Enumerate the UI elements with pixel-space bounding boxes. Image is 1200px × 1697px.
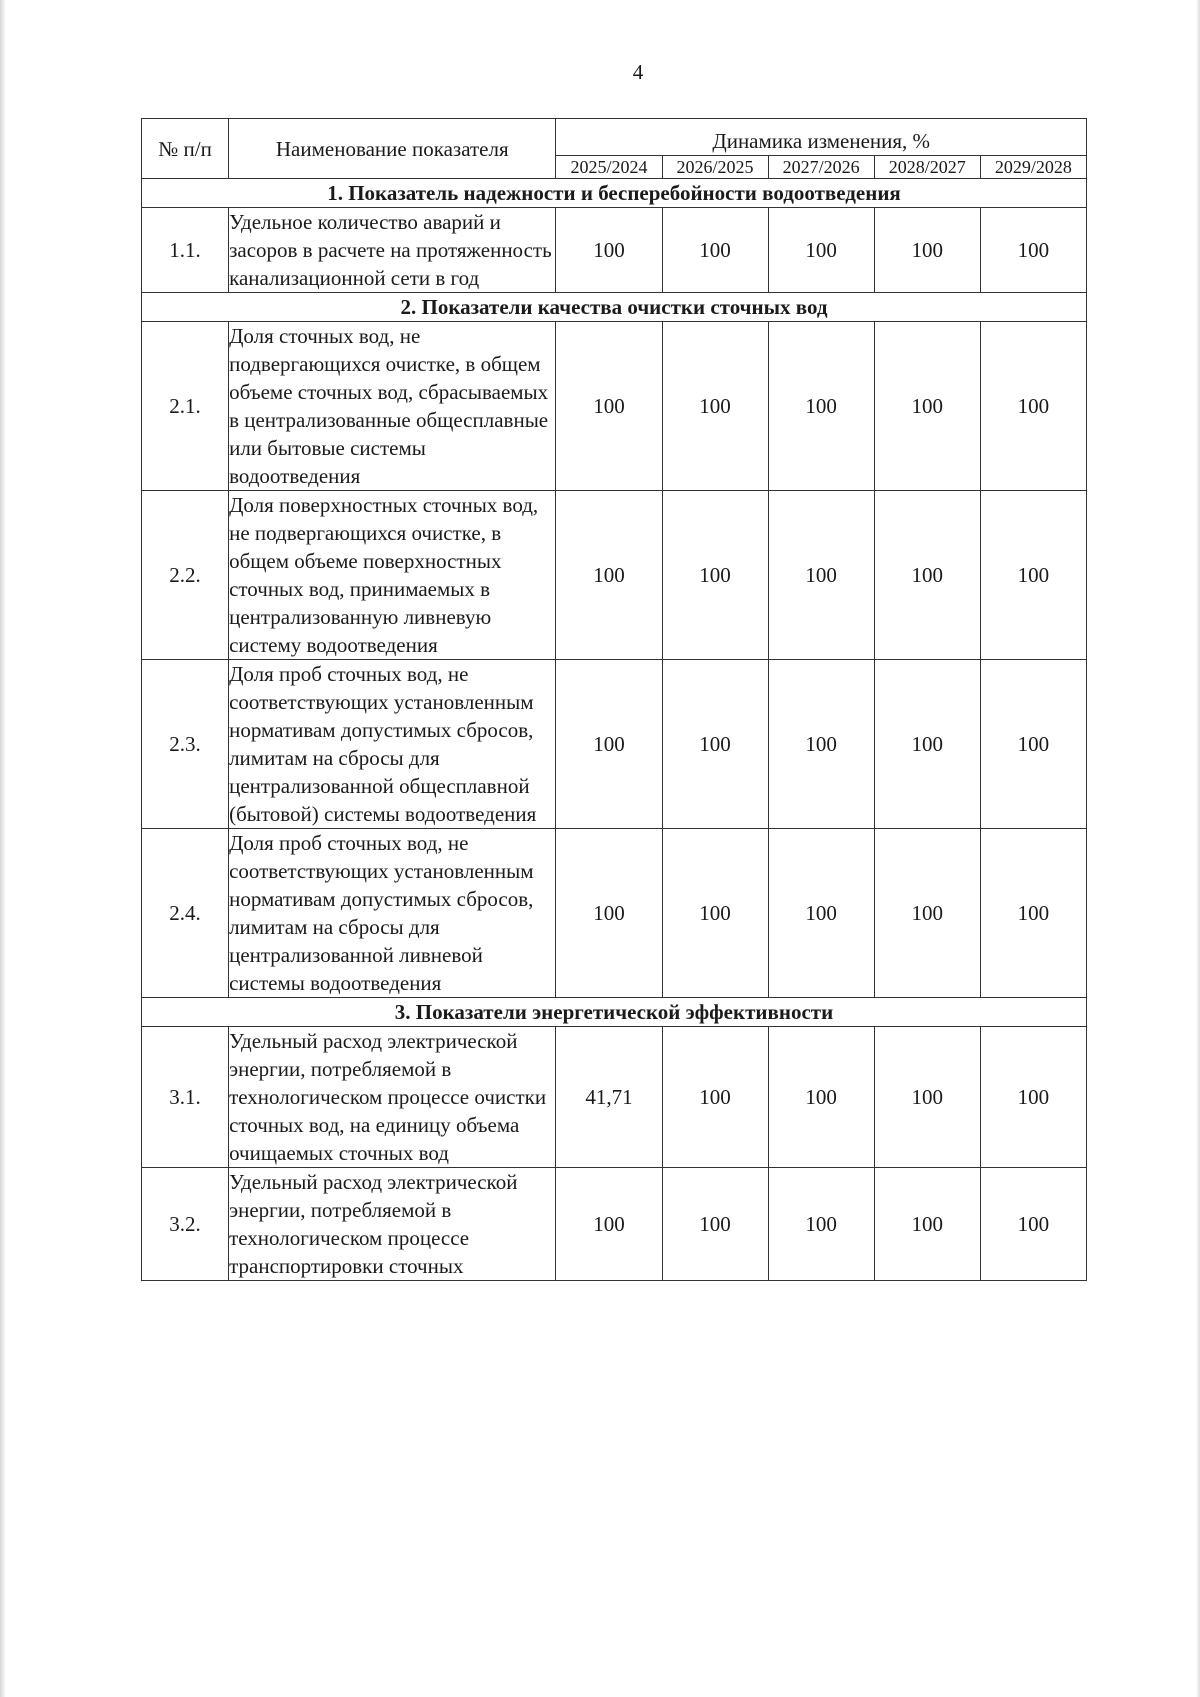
header-year: 2027/2026 <box>768 156 874 179</box>
value-cell: 100 <box>662 829 768 998</box>
value-cell: 100 <box>768 208 874 293</box>
value-cell: 100 <box>556 829 662 998</box>
value-cell: 100 <box>556 1168 662 1281</box>
value-cell: 100 <box>980 1027 1086 1168</box>
section-row <box>142 998 1087 1027</box>
section-row <box>142 293 1087 322</box>
header-year: 2029/2028 <box>980 156 1086 179</box>
value-cell: 100 <box>980 829 1086 998</box>
section-row <box>142 179 1087 208</box>
value-cell: 41,71 <box>556 1027 662 1168</box>
section-title: 2. Показатели качества очистки сточных вод <box>142 293 1087 322</box>
value-cell: 100 <box>768 1168 874 1281</box>
row-number: 3.1. <box>142 1027 229 1168</box>
indicator-name: Удельное количество аварий и засоров в расчете на протяженность канализационной сети в год <box>229 208 556 293</box>
header-year: 2028/2027 <box>874 156 980 179</box>
value-cell: 100 <box>662 208 768 293</box>
value-cell: 100 <box>874 660 980 829</box>
value-cell: 100 <box>662 322 768 491</box>
value-cell: 100 <box>662 491 768 660</box>
value-cell: 100 <box>768 1027 874 1168</box>
table-row <box>142 491 1087 660</box>
section-title: 1. Показатель надежности и бесперебойности водоотведения <box>142 179 1087 208</box>
indicators-table <box>141 118 1087 1281</box>
value-cell: 100 <box>874 1027 980 1168</box>
row-number: 2.3. <box>142 660 229 829</box>
value-cell: 100 <box>768 322 874 491</box>
header-dynamics: Динамика изменения, % <box>556 119 1087 156</box>
table-row <box>142 322 1087 491</box>
value-cell: 100 <box>768 660 874 829</box>
value-cell: 100 <box>874 1168 980 1281</box>
row-number: 2.4. <box>142 829 229 998</box>
indicator-name: Доля проб сточных вод, не соответствующих установленным нормативам допустимых сбросов, лимитам на сбросы для централизованной ливневой системы водоотведения <box>229 829 556 998</box>
indicator-name: Удельный расход электрической энергии, потребляемой в технологическом процессе очистки сточных вод, на единицу объема очищаемых сточных вод <box>229 1027 556 1168</box>
header-year: 2025/2024 <box>556 156 662 179</box>
table-row <box>142 660 1087 829</box>
value-cell: 100 <box>874 322 980 491</box>
header-year: 2026/2025 <box>662 156 768 179</box>
value-cell: 100 <box>556 208 662 293</box>
row-number: 1.1. <box>142 208 229 293</box>
scan-edge-right <box>1196 0 1200 1697</box>
value-cell: 100 <box>980 660 1086 829</box>
value-cell: 100 <box>980 491 1086 660</box>
value-cell: 100 <box>874 491 980 660</box>
row-number: 2.1. <box>142 322 229 491</box>
indicator-name: Доля поверхностных сточных вод, не подвергающихся очистке, в общем объеме поверхностных сточных вод, принимаемых в централизованную ливневую систему водоотведения <box>229 491 556 660</box>
value-cell: 100 <box>662 1027 768 1168</box>
header-num: № п/п <box>142 119 229 179</box>
header-name: Наименование показателя <box>229 119 556 179</box>
table-row <box>142 829 1087 998</box>
section-title: 3. Показатели энергетической эффективности <box>142 998 1087 1027</box>
row-number: 3.2. <box>142 1168 229 1281</box>
value-cell: 100 <box>556 322 662 491</box>
table-row <box>142 1027 1087 1168</box>
value-cell: 100 <box>556 660 662 829</box>
row-number: 2.2. <box>142 491 229 660</box>
indicator-name: Доля проб сточных вод, не соответствующих установленным нормативам допустимых сбросов, лимитам на сбросы для централизованной общесплавной (бытовой) системы водоотведения <box>229 660 556 829</box>
value-cell: 100 <box>980 322 1086 491</box>
value-cell: 100 <box>662 1168 768 1281</box>
scan-edge-left <box>0 0 6 1697</box>
table-row <box>142 1168 1087 1281</box>
value-cell: 100 <box>556 491 662 660</box>
value-cell: 100 <box>662 660 768 829</box>
value-cell: 100 <box>768 829 874 998</box>
page-number: 4 <box>632 60 644 84</box>
indicator-name: Доля сточных вод, не подвергающихся очистке, в общем объеме сточных вод, сбрасываемых в централизованные общесплавные или бытовые системы водоотведения <box>229 322 556 491</box>
value-cell: 100 <box>874 208 980 293</box>
table-row <box>142 208 1087 293</box>
value-cell: 100 <box>980 1168 1086 1281</box>
header-row <box>142 119 1087 156</box>
value-cell: 100 <box>874 829 980 998</box>
value-cell: 100 <box>980 208 1086 293</box>
indicator-name: Удельный расход электрической энергии, потребляемой в технологическом процессе транспортировки сточных <box>229 1168 556 1281</box>
value-cell: 100 <box>768 491 874 660</box>
